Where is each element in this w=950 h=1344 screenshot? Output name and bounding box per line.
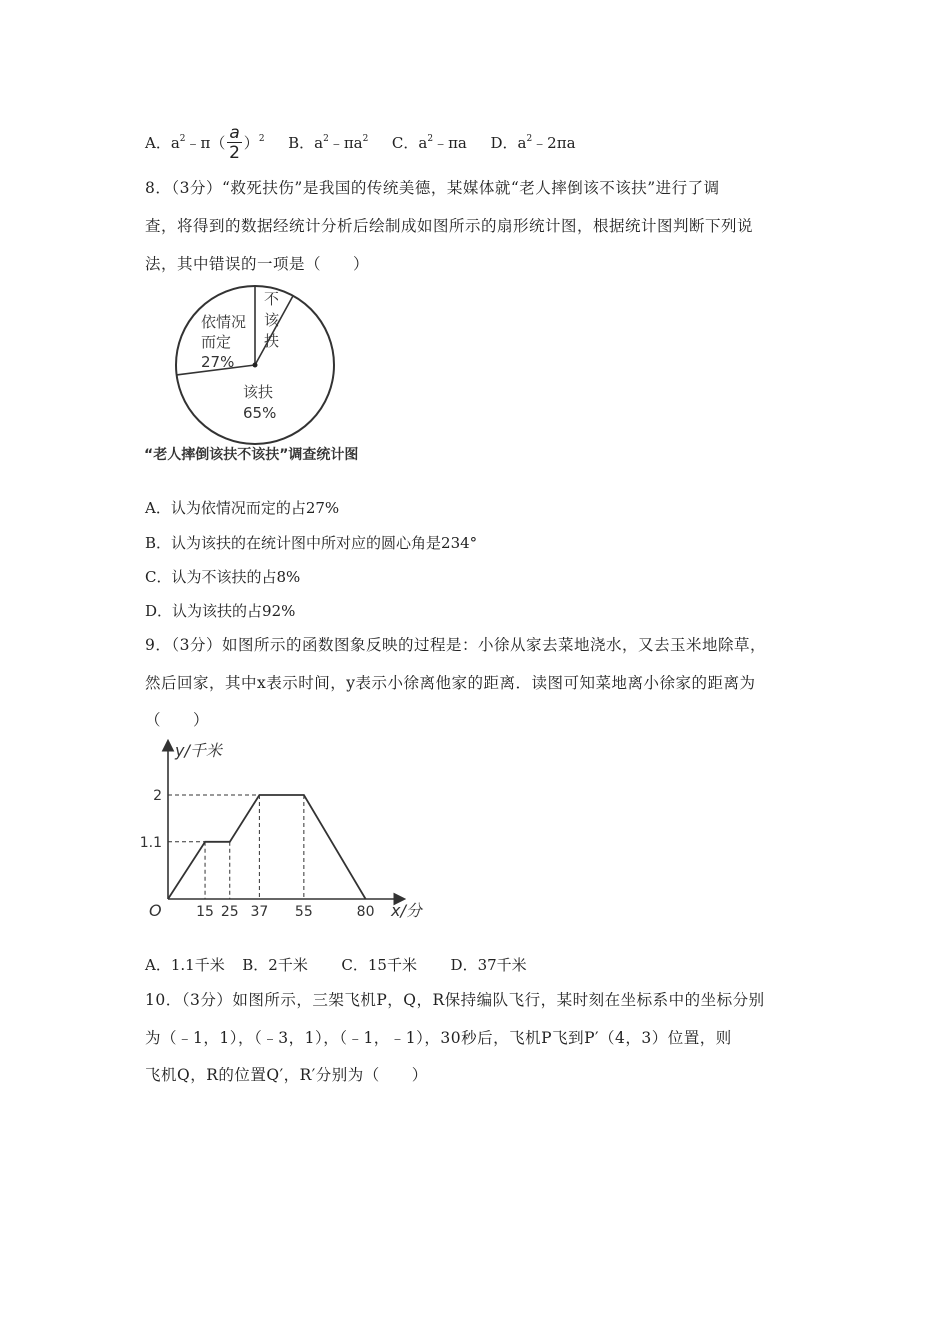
q9-option-d: D．37千米 (450, 956, 527, 974)
q10-stem-line3: 飞机Q，R的位置Q′，R′分别为（ ） (145, 1066, 428, 1084)
q8-option-a: A．认为依情况而定的占27% (145, 499, 340, 517)
slice-label-help-pct: 65% (243, 404, 277, 422)
q8-stem-line2: 查，将得到的数据经统计分析后绘制成如图所示的扇形统计图，根据统计图判断下列说 (145, 217, 754, 235)
q9-option-c: C．15千米 (341, 956, 417, 974)
q9-stem-line3: （ ） (145, 711, 210, 729)
fraction-a-over-2: $\frac{a}{2}$ (229, 123, 240, 163)
slice-label-depends-l1: 依情况 (201, 313, 247, 331)
slice-label-no-help-c1: 不 (264, 290, 280, 308)
q9-stem-line2: 然后回家，其中x表示时间，y表示小徐离他家的距离．读图可知菜地离小徐家的距离为 (145, 674, 756, 692)
q9-stem-line1: 9．（3分）如图所示的函数图象反映的过程是：小徐从家去菜地浇水，又去玉米地除草， (145, 636, 766, 654)
q8-option-b: B．认为该扶的在统计图中所对应的圆心角是234° (145, 534, 478, 552)
q8-stem-line1: 8．（3分）“救死扶伤”是我国的传统美德，某媒体就“老人摔倒该不该扶”进行了调 (145, 179, 720, 197)
pie-chart (140, 282, 410, 467)
q7-option-c: C．$a^2﹣\pi a$ (391, 133, 467, 152)
y-tick-label: 1.1 (139, 834, 162, 851)
q8-option-d: D．认为该扶的占92% (145, 602, 296, 620)
x-tick-label: 37 (250, 904, 269, 920)
q9-options (145, 954, 527, 975)
x-axis-label: x/分 (391, 901, 422, 920)
distance-line (168, 795, 366, 899)
x-tick-label: 25 (220, 904, 239, 920)
q7-option-d: D．$a^2﹣2\pi a$ (490, 133, 576, 152)
slice-label-help-l1: 该扶 (243, 383, 274, 401)
pie-caption: “老人摔倒该扶不该扶”调查统计图 (144, 447, 359, 463)
q10-stem-line1: 10．（3分）如图所示，三架飞机P，Q，R保持编队飞行，某时刻在坐标系中的坐标分别 (145, 991, 765, 1009)
slice-label-no-help-c3: 扶 (264, 332, 280, 350)
distance-time-graph (135, 732, 435, 927)
q8-option-c: C．认为不该扶的占8% (145, 568, 301, 586)
q7-options (145, 124, 576, 163)
origin-label: O (149, 901, 162, 920)
pie-center (253, 363, 258, 368)
x-tick-label: 55 (294, 904, 313, 920)
slice-label-no-help-c2: 该 (264, 311, 280, 329)
q10-stem-line2: 为（﹣1，1），（﹣3，1），（﹣1，﹣1），30秒后，飞机P飞到P′（4，3）位置，则 (145, 1029, 732, 1047)
x-tick-label: 80 (356, 904, 375, 920)
slice-label-depends-l2: 而定 (201, 333, 232, 351)
q7-option-a: A．$a^2﹣\pi$（ $\frac{a}{2}$ ）$^2$ (145, 123, 265, 163)
y-tick-label: 2 (153, 788, 162, 804)
q9-option-b: B．2千米 (242, 956, 308, 974)
slice-label-depends-pct: 27% (201, 353, 235, 371)
q7-option-b: B．$a^2﹣\pi a^2$ (288, 133, 369, 152)
q9-option-a: A．1.1千米 (145, 956, 225, 974)
y-axis-label: y/千米 (175, 741, 222, 760)
q8-stem-line3: 法，其中错误的一项是（ ） (145, 255, 370, 273)
x-tick-label: 15 (196, 904, 214, 920)
